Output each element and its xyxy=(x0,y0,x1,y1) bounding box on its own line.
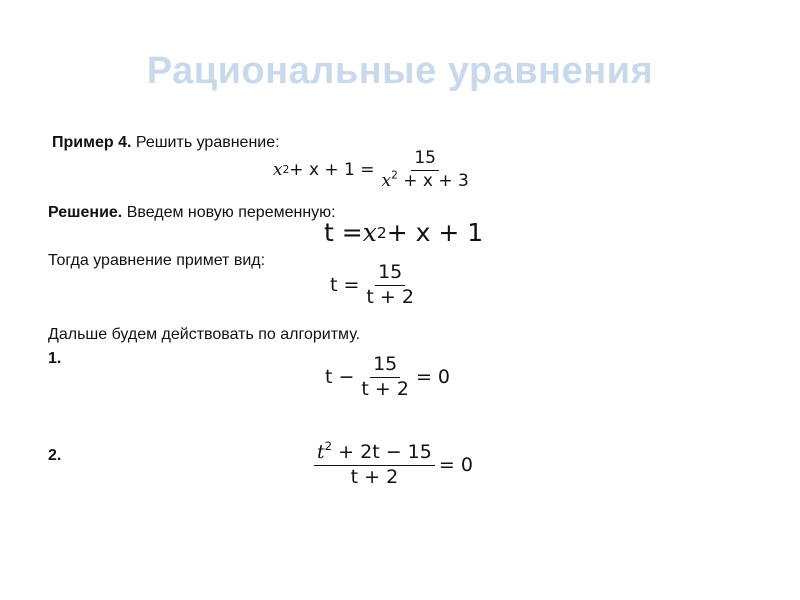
solution-label: Решение. xyxy=(48,204,123,221)
step-2-label: 2. xyxy=(48,447,62,464)
example-equation: x 2 + x + 1 = $\frac{15}{x^2 + x + 3}$ xyxy=(273,149,476,191)
then-fraction xyxy=(363,262,417,309)
step-1-numerator: 15 xyxy=(370,354,400,378)
step-2-numerator: $t^2 + 2t - 15$ xyxy=(314,442,435,466)
then-line: Тогда уравнение примет вид: xyxy=(48,252,266,269)
example-denominator: $x^2 + x + 3$ xyxy=(381,169,469,191)
step-2-denominator: t + 2 xyxy=(350,465,399,488)
step-1-denominator: t + 2 xyxy=(361,377,409,400)
then-equation: t = $\frac{15}{t + 2}$ xyxy=(330,262,421,309)
example-label: Пример 4. xyxy=(52,134,132,151)
example-numerator: 15 xyxy=(411,149,439,171)
step-2-fraction xyxy=(314,438,435,489)
example-line xyxy=(52,134,280,152)
example-text: Решить уравнение: xyxy=(131,134,280,151)
step-2-equation: $\frac{t^2 + 2t - 15}{t + 2}$ = 0 xyxy=(310,442,473,489)
step-1-equation: t − $\frac{15}{t + 2}$ = 0 xyxy=(325,353,451,400)
then-denominator: t + 2 xyxy=(366,285,414,308)
step-1-fraction xyxy=(358,354,412,401)
substitution-equation: t = x 2 + x + 1 xyxy=(324,218,484,247)
slide-title: Рациональные уравнения xyxy=(146,50,654,92)
then-numerator: 15 xyxy=(375,262,405,286)
solution-text: Введем новую переменную: xyxy=(122,204,336,221)
step-1-label: 1. xyxy=(48,350,62,367)
example-fraction xyxy=(379,149,472,191)
algorithm-line: Дальше будем действовать по алгоритму. xyxy=(48,326,361,343)
solution-line xyxy=(48,204,336,222)
